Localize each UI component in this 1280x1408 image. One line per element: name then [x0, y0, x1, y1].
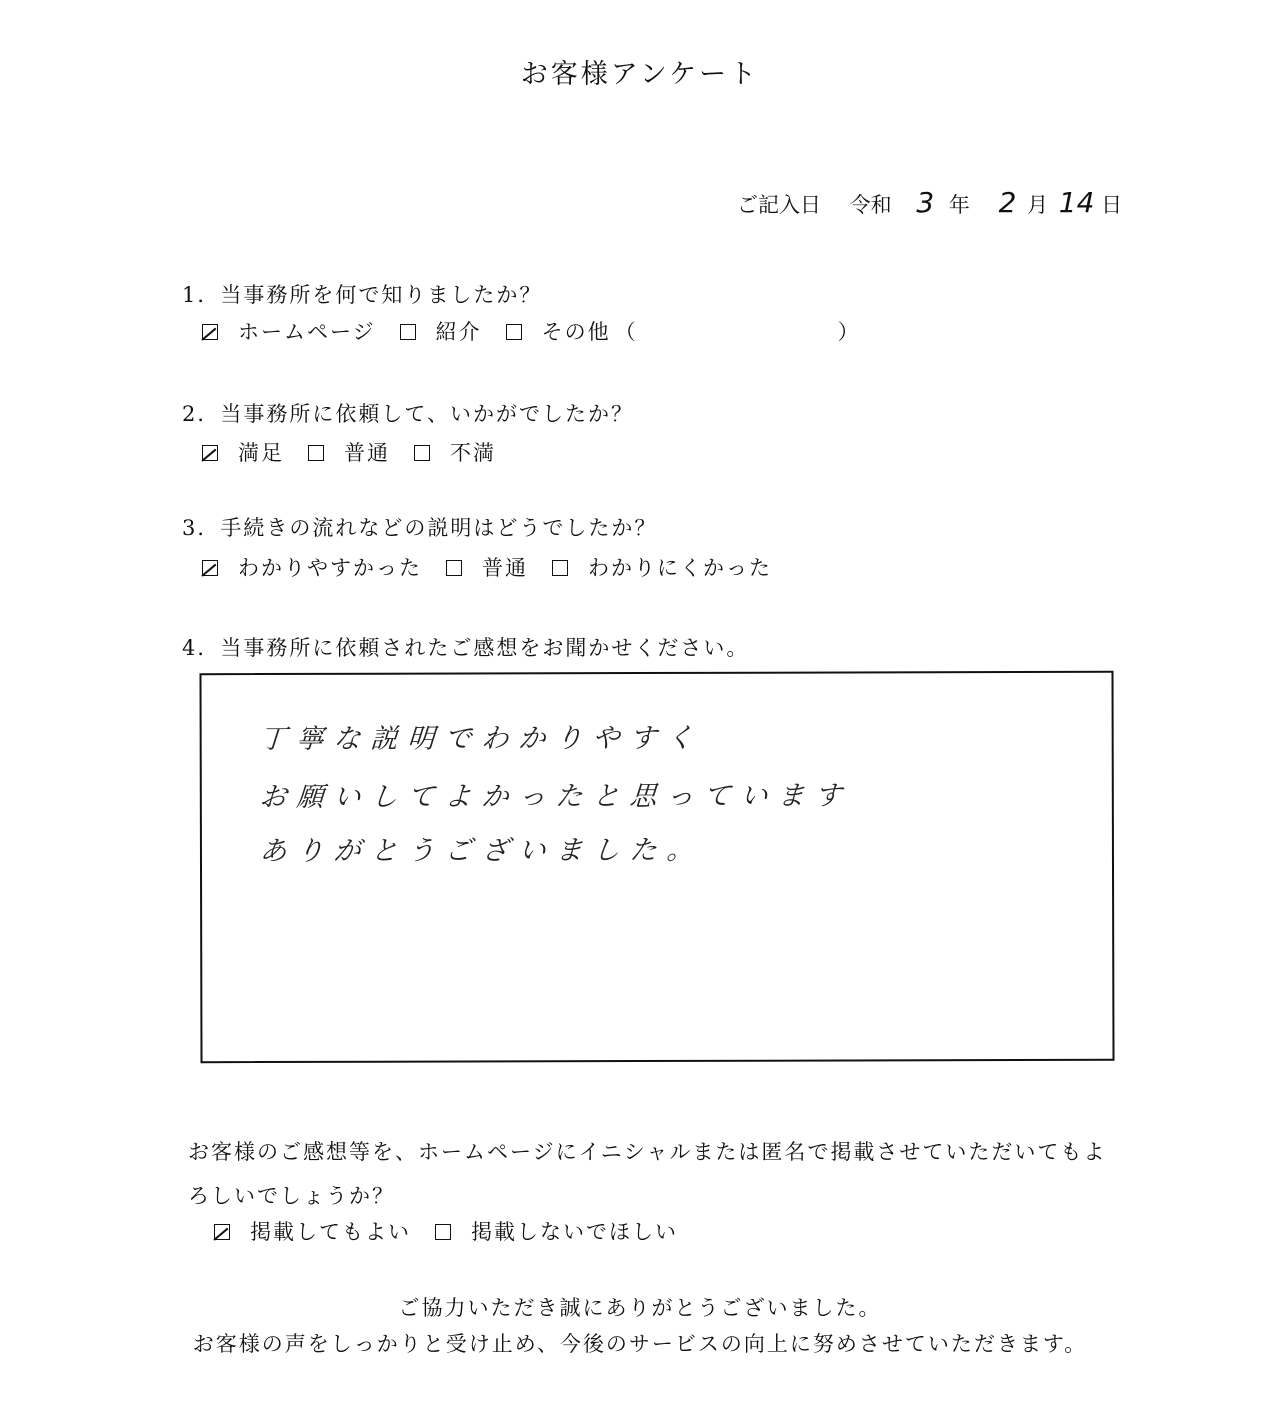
comment-box[interactable]	[199, 671, 1114, 1063]
date-label: ご記入日	[737, 193, 821, 217]
date-era: 令和	[849, 193, 892, 217]
consent-question-line1: お客様のご感想等を、ホームページにイニシャルまたは匿名で掲載させていただいてもよ	[188, 1140, 1107, 1164]
date-year-unit: 年	[948, 193, 970, 217]
question-2: 2．当事務所に依頼して、いかがでしたか？	[182, 402, 634, 426]
option-allow-publish-label: 掲載してもよい	[250, 1220, 411, 1244]
option-deny-publish[interactable]	[435, 1216, 678, 1246]
closing-line2: お客様の声をしっかりと受け止め、今後のサービスの向上に努めさせていただきます。	[192, 1332, 1088, 1356]
option-average-label: 普通	[482, 556, 528, 580]
option-normal[interactable]	[308, 437, 390, 467]
option-allow-publish[interactable]	[214, 1216, 411, 1246]
checkbox-easy[interactable]	[202, 560, 218, 576]
option-easy[interactable]	[202, 552, 422, 582]
option-satisfied[interactable]	[202, 437, 284, 467]
checkbox-hard[interactable]	[552, 560, 568, 576]
question-3-options	[202, 552, 796, 582]
option-other[interactable]	[506, 316, 861, 346]
checkbox-allow-publish[interactable]	[214, 1224, 230, 1240]
checkbox-referral[interactable]	[400, 324, 416, 340]
comment-line: 丁寧な説明でわかりやすく	[258, 722, 705, 756]
question-4: 4．当事務所に依頼されたご感想をお聞かせください。	[182, 636, 750, 660]
option-hard[interactable]	[552, 552, 772, 582]
consent-options	[214, 1216, 702, 1246]
date-day-unit: 日	[1101, 193, 1123, 217]
option-homepage-label: ホームページ	[238, 320, 376, 344]
comment-line: お願いしてよかったと思っています	[258, 780, 853, 814]
other-paren-open: （	[614, 320, 638, 344]
option-hard-label: わかりにくかった	[588, 556, 772, 580]
option-easy-label: わかりやすかった	[238, 556, 422, 580]
closing-line1: ご協力いただき誠にありがとうございました。	[398, 1296, 882, 1320]
consent-question-line2: ろしいでしょうか？	[188, 1184, 395, 1208]
option-deny-publish-label: 掲載しないでほしい	[471, 1220, 678, 1244]
option-homepage[interactable]	[202, 316, 376, 346]
checkbox-other[interactable]	[506, 324, 522, 340]
date-day-value[interactable]: 14	[1058, 186, 1095, 219]
date-year-value[interactable]: 3	[916, 186, 935, 219]
checkbox-homepage[interactable]	[202, 324, 218, 340]
question-2-options	[202, 437, 520, 467]
question-1: 1．当事務所を何で知りましたか？	[182, 283, 543, 307]
other-paren-close: ）	[837, 320, 861, 344]
checkbox-dissatisfied[interactable]	[414, 445, 430, 461]
date-month-value[interactable]: 2	[998, 186, 1017, 219]
option-average[interactable]	[446, 552, 528, 582]
checkbox-satisfied[interactable]	[202, 445, 218, 461]
question-3: 3．手続きの流れなどの説明はどうでしたか？	[182, 516, 658, 540]
checkbox-deny-publish[interactable]	[435, 1224, 451, 1240]
date-month-unit: 月	[1027, 193, 1049, 217]
option-dissatisfied-label: 不満	[450, 441, 496, 465]
option-satisfied-label: 満足	[238, 441, 284, 465]
question-1-options	[202, 316, 885, 346]
page-title: お客様アンケート	[520, 59, 760, 90]
option-referral-label: 紹介	[435, 320, 482, 344]
entry-date	[737, 186, 1122, 219]
option-other-label: その他	[541, 320, 611, 344]
checkbox-normal[interactable]	[308, 445, 324, 461]
checkbox-average[interactable]	[446, 560, 462, 576]
option-dissatisfied[interactable]	[414, 437, 496, 467]
comment-line: ありがとうございました。	[258, 834, 705, 868]
option-normal-label: 普通	[344, 441, 390, 465]
option-referral[interactable]	[400, 316, 482, 346]
